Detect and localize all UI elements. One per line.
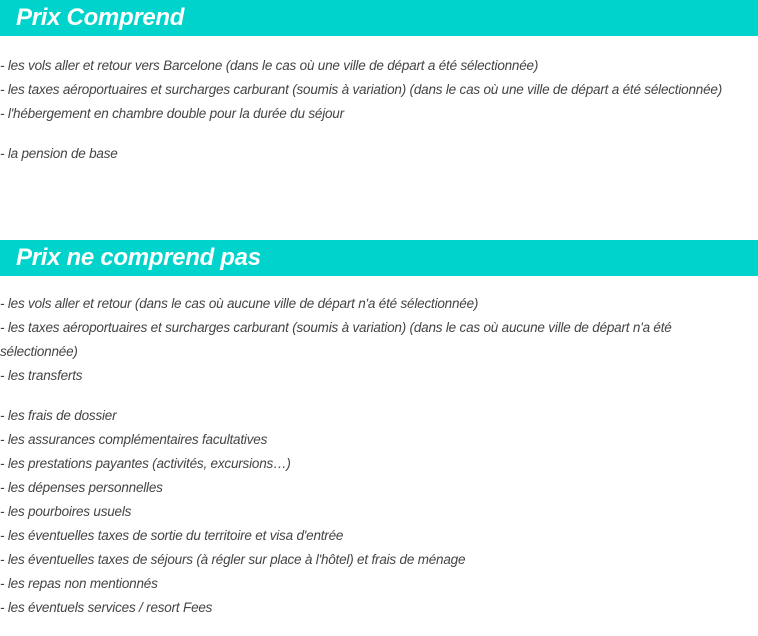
section-header-prix-comprend	[0, 0, 758, 36]
section-header-prix-ne-comprend-pas	[0, 240, 758, 276]
list-item: - les repas non mentionnés	[0, 576, 158, 591]
list-item: - les vols aller et retour (dans le cas où aucune ville de départ n'a été sélectionnée)	[0, 296, 479, 311]
list-item: - les éventuels services / resort Fees	[0, 600, 213, 615]
excluded-list	[0, 292, 740, 620]
section-title: Prix Comprend	[16, 4, 185, 31]
list-item: - les assurances complémentaires facultatives	[0, 432, 268, 447]
list-item: - les taxes aéroportuaires et surcharges carburant (soumis à variation) (dans le cas où une ville de départ a été sélectionnée)	[0, 82, 722, 97]
list-item: - les vols aller et retour vers Barcelone (dans le cas où une ville de départ a été sélectionnée)	[0, 58, 539, 73]
list-item: - la pension de base	[0, 146, 118, 161]
included-list	[0, 54, 740, 166]
list-item: - l'hébergement en chambre double pour la durée du séjour	[0, 106, 344, 121]
list-item: - les éventuelles taxes de sortie du territoire et visa d'entrée	[0, 528, 344, 543]
list-item: - les transferts	[0, 368, 83, 383]
list-item: - les pourboires usuels	[0, 504, 132, 519]
list-item: - les frais de dossier	[0, 408, 117, 423]
section-title: Prix ne comprend pas	[16, 244, 261, 271]
list-item: - les dépenses personnelles	[0, 480, 163, 495]
list-item: - les éventuelles taxes de séjours (à régler sur place à l'hôtel) et frais de ménage	[0, 552, 466, 567]
list-item: - les prestations payantes (activités, excursions…)	[0, 456, 291, 471]
list-item: - les taxes aéroportuaires et surcharges carburant (soumis à variation) (dans le cas où aucune ville de départ n'a été sélectionnée)	[0, 320, 672, 359]
